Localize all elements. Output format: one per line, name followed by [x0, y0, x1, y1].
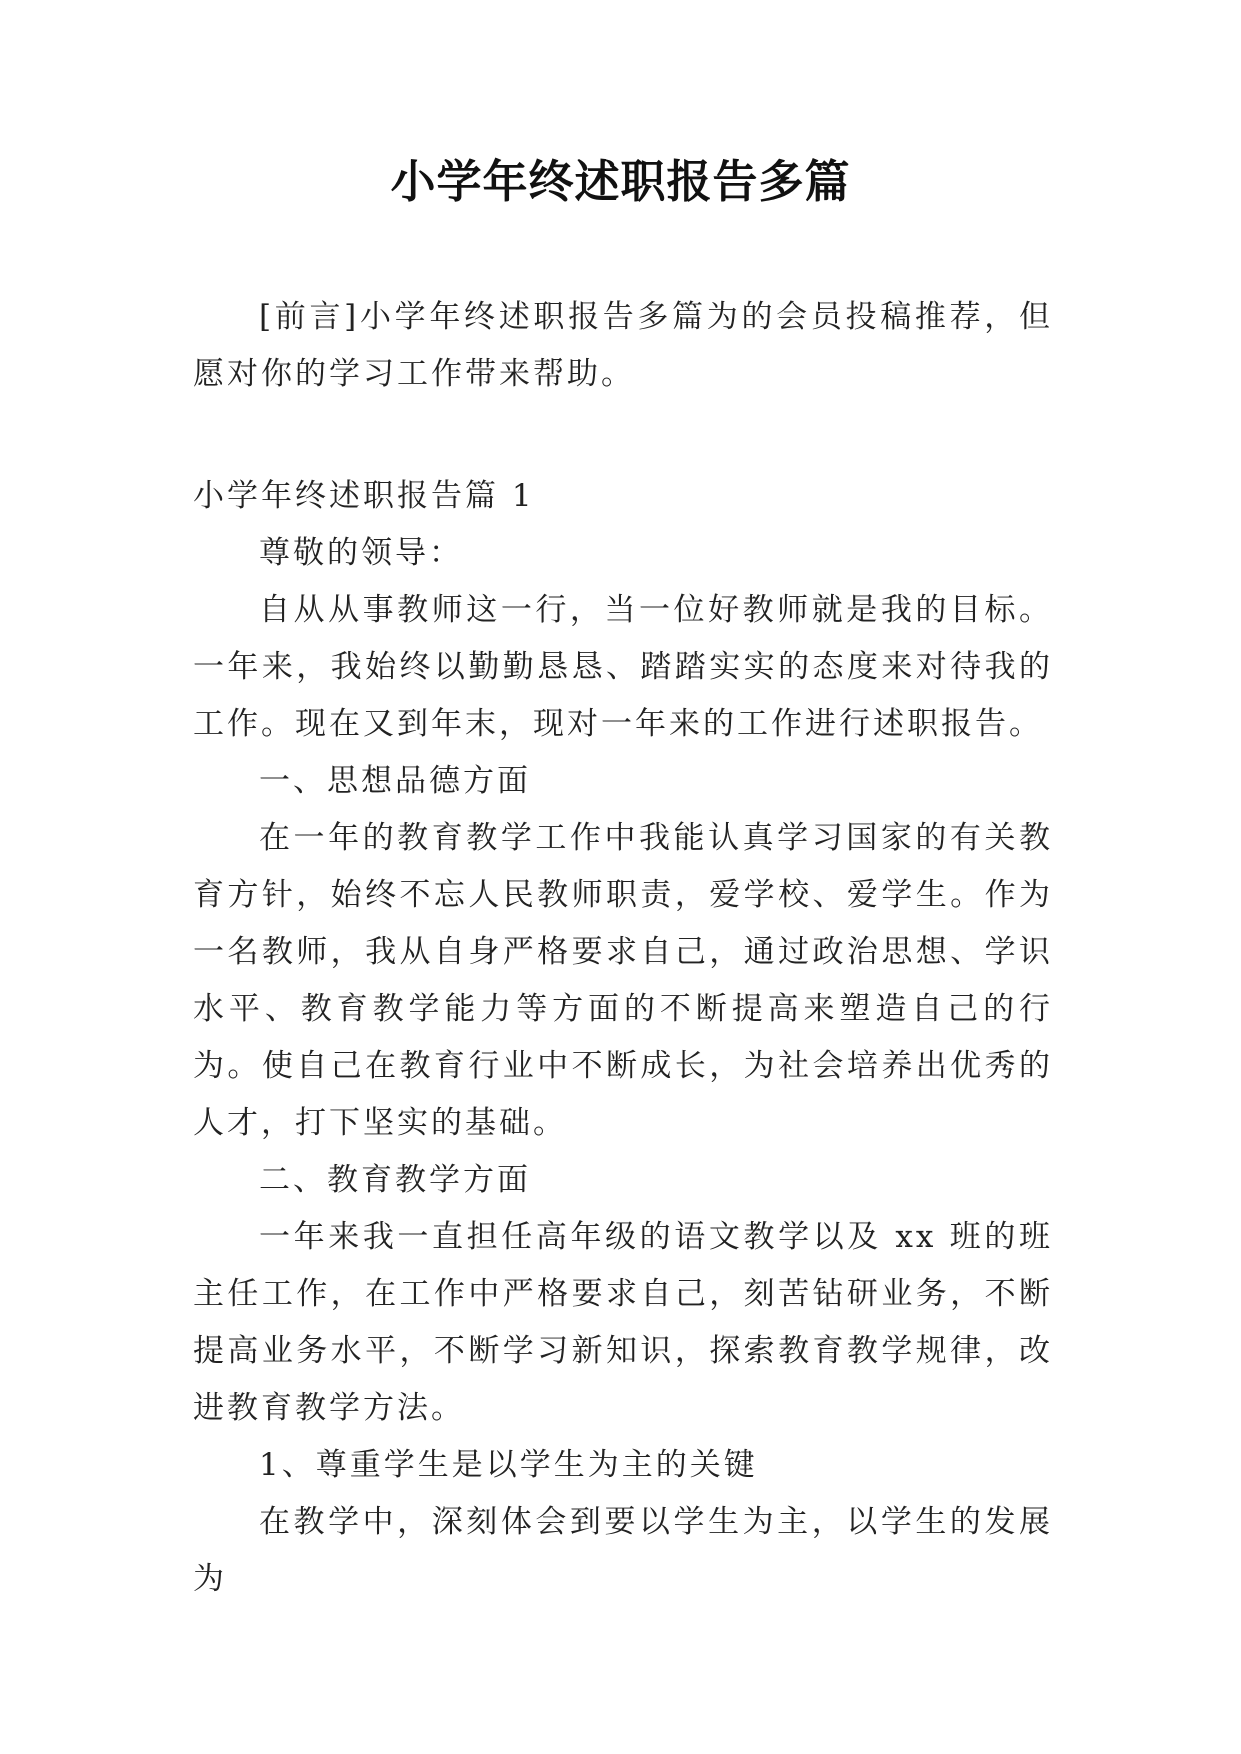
- document-title: 小学年终述职报告多篇: [390, 155, 851, 208]
- subsection-heading: 二、教育教学方面: [259, 1162, 531, 1198]
- body-paragraph: 在教学中，深刻体会到要以学生为主，以学生的发展为: [193, 1504, 1053, 1597]
- intro-block: [193, 289, 1053, 403]
- salutation: 尊敬的领导：: [259, 535, 463, 571]
- section-heading: 小学年终述职报告篇 1: [193, 478, 535, 514]
- subsection-heading: 1、尊重学生是以学生为主的关键: [259, 1447, 758, 1483]
- subsection-heading: 一、思想品德方面: [259, 763, 531, 799]
- intro-paragraph: [前言]小学年终述职报告多篇为的会员投稿推荐，但愿对你的学习工作带来帮助。: [193, 299, 1053, 392]
- body-paragraph: 一年来我一直担任高年级的语文教学以及 xx 班的班主任工作，在工作中严格要求自己，刻苦钻研业务，不断提高业务水平，不断学习新知识，探索教育教学规律，改进教育教学方法。: [193, 1219, 1053, 1426]
- body-paragraph: 在一年的教育教学工作中我能认真学习国家的有关教育方针，始终不忘人民教师职责，爱学校、爱学生。作为一名教师，我从自身严格要求自己，通过政治思想、学识水平、教育教学能力等方面的不断提高来塑造自己的行为。使自己在教育行业中不断成长，为社会培养出优秀的人才，打下坚实的基础。: [193, 820, 1053, 1141]
- body-paragraph: 自从从事教师这一行，当一位好教师就是我的目标。一年来，我始终以勤勤恳恳、踏踏实实的态度来对待我的工作。现在又到年末，现对一年来的工作进行述职报告。: [193, 592, 1053, 742]
- report-body: [193, 468, 1053, 1608]
